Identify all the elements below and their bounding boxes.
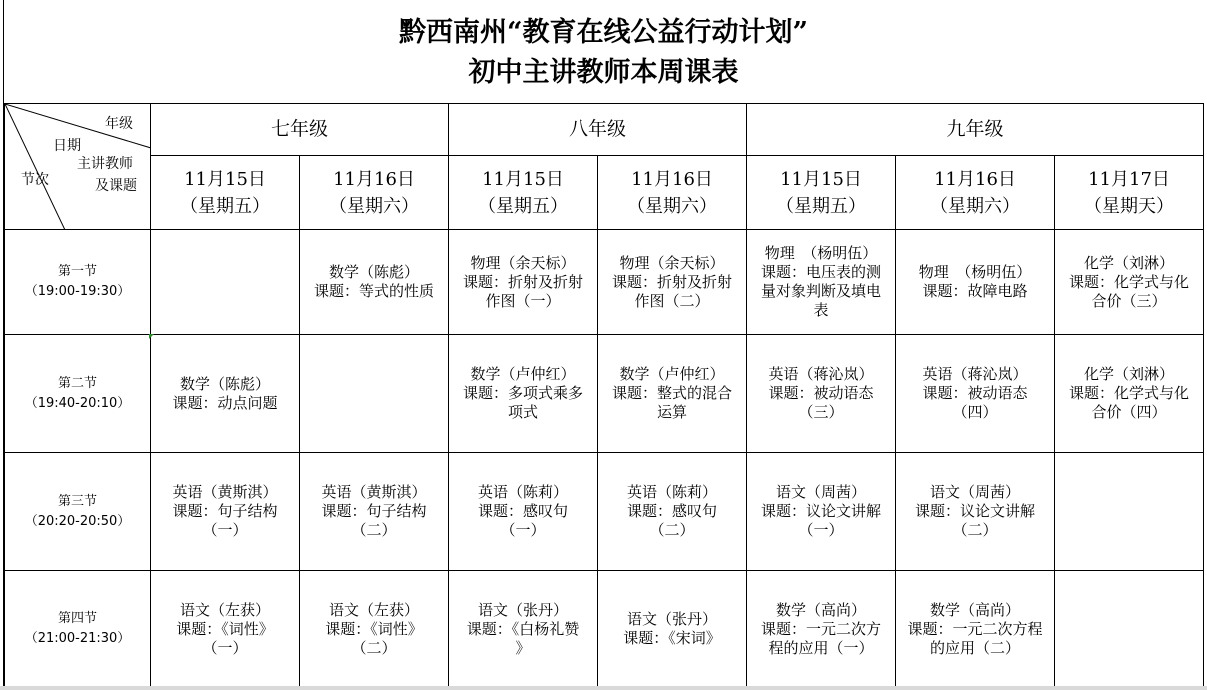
lesson-topic: 表 xyxy=(813,301,829,319)
lesson-topic: 课题：议论文讲解 xyxy=(760,502,881,520)
lesson-cell xyxy=(1055,230,1204,335)
lesson-teacher: 物理 （杨明伍） xyxy=(764,244,878,262)
lesson-teacher: 物理（余天标） xyxy=(470,253,576,272)
lesson-teacher: 数学（卢仲红） xyxy=(470,365,576,383)
date-text: 11月17日 xyxy=(1088,168,1170,190)
lesson-topic: 合价（四） xyxy=(1091,403,1167,421)
empty-lesson-cell xyxy=(151,230,300,335)
lesson-topic: （一） xyxy=(202,638,248,657)
period-row xyxy=(5,230,1204,335)
lesson-topic: 课题：多项式乘多 xyxy=(462,384,583,402)
lesson-topic: （四） xyxy=(952,403,998,421)
lesson-cell xyxy=(598,335,747,453)
lesson-teacher: 数学（陈彪） xyxy=(328,263,419,281)
lesson-teacher: 数学（卢仲红） xyxy=(619,365,725,383)
corner-date-label: 日期 xyxy=(53,138,81,154)
date-text: 11月16日 xyxy=(333,168,415,190)
lesson-topic: 课题：动点问题 xyxy=(172,393,278,412)
period-header-cell xyxy=(5,230,151,335)
date-header-cell xyxy=(896,156,1055,230)
sheet-title xyxy=(4,2,1203,103)
period-name: 第四节 xyxy=(57,611,97,626)
corner-teacher-label: 主讲教师 xyxy=(77,156,133,172)
period-time: （19:00-19:30） xyxy=(24,284,131,299)
lesson-topic: 作图（二） xyxy=(634,291,710,310)
lesson-topic: 课题：《词性》 xyxy=(176,619,274,638)
weekday-text: （星期六） xyxy=(627,195,717,217)
period-time: （20:20-20:50） xyxy=(24,513,131,529)
period-row xyxy=(5,453,1204,571)
weekday-text: （星期五） xyxy=(776,195,866,217)
period-name: 第三节 xyxy=(57,493,97,509)
lesson-topic: 课题：等式的性质 xyxy=(313,282,434,300)
weekday-text: （星期六） xyxy=(930,195,1020,217)
lesson-teacher: 数学（陈彪） xyxy=(179,374,270,393)
lesson-topic: （一） xyxy=(202,521,248,539)
corner-period-label: 节次 xyxy=(21,172,49,188)
period-header-cell xyxy=(5,335,151,453)
lesson-cell xyxy=(151,453,300,571)
lesson-topic: （二） xyxy=(351,638,397,657)
date-text: 11月16日 xyxy=(934,168,1016,190)
corner-grade-label: 年级 xyxy=(105,116,133,132)
lesson-cell xyxy=(300,571,449,688)
lesson-cell xyxy=(449,230,598,335)
title-line-1: 黔西南州“教育在线公益行动计划” xyxy=(398,16,809,48)
lesson-teacher: 语文（周茜） xyxy=(775,483,866,501)
corner-header-cell xyxy=(5,104,151,230)
period-time: （19:40-20:10） xyxy=(24,395,131,411)
lesson-topic: 合价（三） xyxy=(1091,291,1167,310)
lesson-teacher: 化学（刘淋） xyxy=(1083,253,1174,272)
lesson-teacher: 英语（黄斯淇） xyxy=(172,483,278,501)
lesson-topic: 课题：《宋词》 xyxy=(623,629,721,647)
lesson-topic: 的应用（二） xyxy=(929,638,1020,657)
lesson-teacher: 语文（左获） xyxy=(328,600,419,619)
period-row xyxy=(5,571,1204,688)
lesson-topic: （一） xyxy=(500,521,546,539)
lesson-topic: （二） xyxy=(952,521,998,539)
grade-9-header: 九年级 xyxy=(747,104,1204,156)
lesson-teacher: 数学（高尚） xyxy=(929,600,1020,619)
weekday-text: （星期五） xyxy=(478,195,568,217)
date-text: 11月15日 xyxy=(780,168,862,190)
lesson-cell xyxy=(747,571,896,688)
lesson-teacher: 英语（陈莉） xyxy=(626,483,717,501)
period-name: 第一节 xyxy=(57,264,97,279)
lesson-topic: 量对象判断及填电 xyxy=(760,282,881,300)
lesson-teacher: 英语（蒋沁岚） xyxy=(922,365,1028,383)
lesson-teacher: 语文（左获） xyxy=(179,600,270,619)
lesson-topic: 课题：感叹句 xyxy=(626,502,717,520)
date-header-cell xyxy=(300,156,449,230)
timetable xyxy=(4,103,1204,688)
date-text: 11月15日 xyxy=(482,168,564,190)
lesson-topic: 课题：议论文讲解 xyxy=(914,502,1035,520)
lesson-teacher: 语文（张丹） xyxy=(626,610,717,628)
lesson-teacher: 英语（陈莉） xyxy=(477,483,568,501)
lesson-teacher: 语文（张丹） xyxy=(477,600,568,619)
lesson-topic: 课题：《白杨礼赞 xyxy=(466,619,580,638)
lesson-topic: 课题：被动语态 xyxy=(768,384,874,402)
lesson-topic: 课题：折射及折射 xyxy=(462,272,583,291)
lesson-cell xyxy=(1055,335,1204,453)
period-time: （21:00-21:30） xyxy=(24,631,131,646)
lesson-teacher: 化学（刘淋） xyxy=(1083,365,1174,383)
lesson-teacher: 语文（周茜） xyxy=(929,483,1020,501)
weekday-text: （星期六） xyxy=(329,195,419,217)
lesson-cell xyxy=(747,335,896,453)
lesson-topic: （三） xyxy=(798,403,844,421)
lesson-cell xyxy=(896,571,1055,688)
period-name: 第二节 xyxy=(57,375,97,391)
lesson-teacher: 英语（蒋沁岚） xyxy=(768,365,874,383)
lesson-cell xyxy=(598,230,747,335)
lesson-topic: 程的应用（一） xyxy=(768,638,874,657)
lesson-teacher: 物理（余天标） xyxy=(619,253,725,272)
lesson-topic: （一） xyxy=(798,521,844,539)
cell-comment-marker xyxy=(149,334,154,339)
lesson-topic: （二） xyxy=(351,521,397,539)
lesson-topic: 运算 xyxy=(656,403,687,421)
lesson-topic: 课题：化学式与化 xyxy=(1068,272,1189,291)
period-row xyxy=(5,335,1204,453)
weekday-text: （星期天） xyxy=(1084,195,1174,217)
lesson-topic: 课题：一元二次方程 xyxy=(907,619,1043,638)
lesson-topic: 课题：化学式与化 xyxy=(1068,384,1189,402)
grade-7-header: 七年级 xyxy=(151,104,449,156)
lesson-topic: 》 xyxy=(515,638,531,657)
lesson-teacher: 英语（黄斯淇） xyxy=(321,483,427,501)
lesson-cell xyxy=(896,230,1055,335)
empty-lesson-cell xyxy=(1055,453,1204,571)
lesson-topic: 课题：故障电路 xyxy=(922,282,1028,300)
lesson-cell xyxy=(747,230,896,335)
date-header-cell xyxy=(598,156,747,230)
lesson-cell xyxy=(896,335,1055,453)
date-text: 11月16日 xyxy=(631,168,713,190)
lesson-topic: 课题：《词性》 xyxy=(325,619,423,638)
date-text: 11月15日 xyxy=(184,168,266,190)
lesson-cell xyxy=(449,571,598,688)
lesson-cell xyxy=(151,571,300,688)
lesson-cell xyxy=(598,453,747,571)
lesson-topic: 课题：电压表的测 xyxy=(760,263,881,281)
lesson-topic: 课题：句子结构 xyxy=(172,502,278,520)
empty-lesson-cell xyxy=(300,335,449,453)
lesson-cell xyxy=(598,571,747,688)
corner-topic-label: 及课题 xyxy=(95,178,137,194)
lesson-cell xyxy=(449,453,598,571)
lesson-topic: 项式 xyxy=(507,403,538,421)
lesson-cell xyxy=(747,453,896,571)
lesson-topic: 课题：一元二次方 xyxy=(760,619,881,638)
bottom-scroll-strip xyxy=(0,686,1207,690)
lesson-teacher: 数学（高尚） xyxy=(775,600,866,619)
lesson-topic: 课题：感叹句 xyxy=(477,502,568,520)
lesson-topic: 作图（一） xyxy=(485,291,561,310)
weekday-text: （星期五） xyxy=(180,195,270,217)
lesson-topic: 课题：被动语态 xyxy=(922,384,1028,402)
lesson-topic: 课题：折射及折射 xyxy=(611,272,732,291)
lesson-cell xyxy=(449,335,598,453)
lesson-topic: 课题：句子结构 xyxy=(321,502,427,520)
lesson-cell xyxy=(300,453,449,571)
date-header-cell xyxy=(747,156,896,230)
lesson-cell xyxy=(896,453,1055,571)
lesson-topic: （二） xyxy=(649,521,695,539)
lesson-teacher: 物理 （杨明伍） xyxy=(918,263,1032,281)
period-header-cell xyxy=(5,571,151,688)
grade-8-header: 八年级 xyxy=(449,104,747,156)
date-row xyxy=(5,156,1204,230)
date-header-cell xyxy=(1055,156,1204,230)
empty-lesson-cell xyxy=(1055,571,1204,688)
lesson-topic: 课题：整式的混合 xyxy=(611,384,732,402)
lesson-cell xyxy=(151,335,300,453)
period-header-cell xyxy=(5,453,151,571)
date-header-cell xyxy=(151,156,300,230)
date-header-cell xyxy=(449,156,598,230)
title-line-2: 初中主讲教师本周课表 xyxy=(468,56,739,88)
lesson-cell xyxy=(300,230,449,335)
